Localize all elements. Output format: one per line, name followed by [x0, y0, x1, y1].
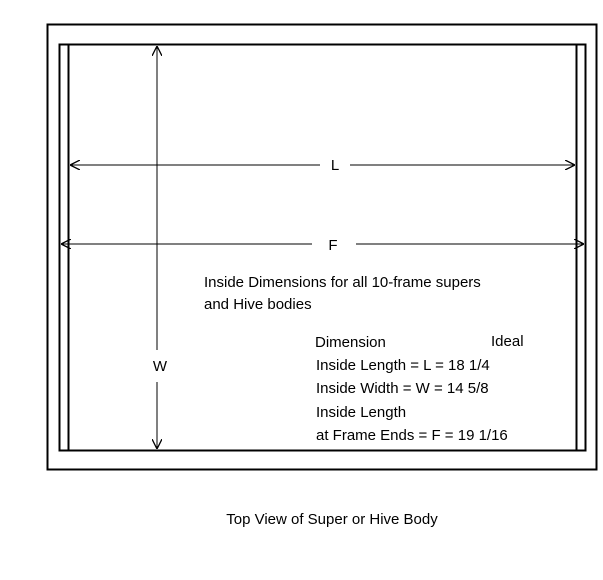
description-line-2: and Hive bodies: [204, 296, 312, 313]
table-header-dimension: Dimension: [315, 334, 386, 351]
table-row-frame-ends: at Frame Ends = F = 19 1/16: [316, 427, 508, 444]
description-line-1: Inside Dimensions for all 10-frame supers: [204, 274, 481, 291]
table-row-inside-length-frame: Inside Length: [316, 404, 407, 421]
width-label: W: [152, 358, 168, 375]
table-row-inside-width: Inside Width = W = 14 5/8: [316, 380, 489, 397]
diagram-caption: Top View of Super or Hive Body: [226, 511, 438, 528]
table-row-inside-length: Inside Length = L = 18 1/4: [316, 357, 490, 374]
frame-length-label: F: [328, 237, 338, 254]
table-header-ideal: Ideal: [491, 333, 524, 350]
outer-frame: [48, 25, 597, 470]
length-label: L: [330, 157, 340, 174]
